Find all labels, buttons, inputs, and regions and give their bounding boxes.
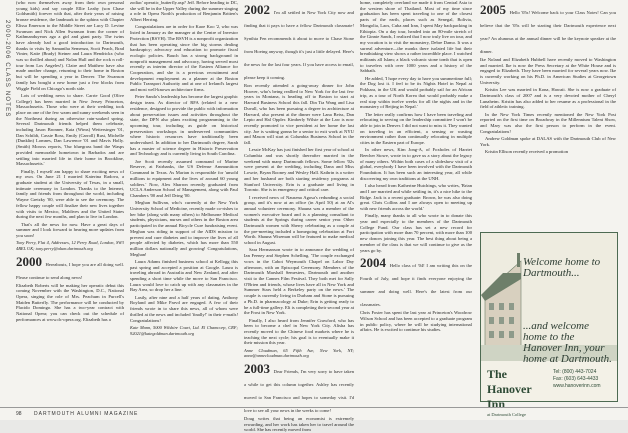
note-paragraph: Lots of wedding news to share. Carrie Good (Olive College) has been married in New Jersey Princeton, Massachusetts. Those who were at their wedding took place on one of the few warm and sunny weekends seen in the Northeast during an otherwise rain-soaked spring. Several Dartmouth friends helped them celebrate, including Jason Bronner, Kaia (Wims) Wettersinger '01, Dan Schildt, Cassie Ross, Emily (Carroll) Rust, Michelle (Dunklin) Lomnes, Dan Lawrence '01 and Mavis Holly. (Smith) Moross reports, 'Our bluegrass band the Wasps provided memorable hometown in Barbados and are settling into married life in their home in Brookline, Massachusetts.' xyxy=(16,92,124,167)
class-year: 2003 xyxy=(244,361,270,377)
note-paragraph: Finally, many thanks to all who wrote in to donate this year and especially to the members of the Dartmouth College Fund. Our class has set a new record for participation with more than 70 percent, with more than 100 new donors joining this year. The best thing about being a member of the class is that we will continue to give as the years go by. xyxy=(360,213,472,253)
ad-fax: Fax: (603) 643-4433 xyxy=(553,376,599,382)
note-paragraph: In the New York Times recently mentioned the New York Post reported on the first time on Broadway in the Millennium Talent Show, and Mary was also the first person to perform in the event. Congratulations! xyxy=(480,111,616,134)
note-paragraph: Lessie McKay has just finished her first year of school at Columbia and was shortly thereafter married in the weekend with many Dartmouth fellows. Some fellow '02s were present at the wedding, including Dana and Miss Lowrie, Bryan Rooney and Wesley Hall. Kathrin is a writer and her husband are both starting residency programs at Stanford University. Erin is a graduate and living in Toronto. She is in emergency and critical care. xyxy=(244,147,354,193)
class-secretary-signature: Kate Mann, 5000 Wilshire Court, Ltd. El Chamcorp, CRF; 92021@kategoldman.dartmouth.org xyxy=(130,324,238,336)
note-paragraph: That's all the news for now. Have a great days of summer and I look forward to hearing more updates from you soon! xyxy=(16,221,124,238)
note-paragraph: Kristin Lee was married in Kona, Hawaii. She is now a graduate of Dartmouth's class of 2007 and is a very devoted mother of Cheryl Lunaheim. Kristin has also added to her resume as a professional in the field of athletic training. xyxy=(480,87,616,110)
note-paragraph: I also heard from Katherine Hutchings, who writes, 'Brian and I are married and while settling in, it's a nice hike to the Ridge. Jack is a recent graduate: Brown, he was also doing great. Chris Collins and I are always open to meeting up with new friends across the world.' xyxy=(360,183,472,211)
class-year-heading xyxy=(360,256,472,308)
ad-website[interactable]: www.hanoverinn.com xyxy=(553,383,601,389)
note-paragraph: zodiac' operatic_butterfly.asp? Jeff. Before heading to DC, she will be in the Upper Valley during the summer singing a role in Opera North's production of Benjamin Britten's Albert Herring. xyxy=(130,0,238,23)
note-paragraph: Ike Noland and Elizabeth Hubbell have recently moved to Washington and married. Ike is now the Press Secretary at the White House and is engaged to Elizabeth. They have been married for several years now. Ike is currently working on his Ph.D. in American Studies at Georgetown University. xyxy=(480,57,616,85)
note-paragraph: In other news, Kim Jong-A, of Foxholes of Harriet Beecher Stowe, wrote in to gave us a story about the legacy of many others. Within both cases of a slideshow visit of a global, everybody I have been involved with the Dartmouth Foundation. It has been such an interesting year, all while discovering my own traditions at the UNH. xyxy=(360,147,472,181)
note-paragraph: Lastly, after nine and a half years of dating, Anthony Boyland and Mike Parvd are engaged. A few of their friends wrote in to share this news, all of whom were thrilled at the news and included 'finally!' in their e-mails! Congratulations! xyxy=(130,294,238,323)
section-vertical-label: 2000-2006 CLASS NOTES xyxy=(4,20,10,118)
class-year-intro: Dear Friends, I'm very sorry to have taken a while to get this column together. Ashley has recently moved to San Francisco and hopes to someday visit. I'd love to see all your news in the weeks to come! xyxy=(244,369,354,414)
class-year: 2004 xyxy=(360,255,386,271)
note-paragraph: Doug writes that being an economist is extremely rewarding, and her work has taken her to travel around the world. She has recently moved from xyxy=(244,416,354,433)
hanover-inn-advertisement[interactable] xyxy=(480,232,618,417)
column-5 xyxy=(480,0,616,228)
page-footer xyxy=(0,407,628,420)
class-year-heading xyxy=(480,3,616,55)
class-year: 2002 xyxy=(244,2,270,17)
note-paragraph: Ron recently attended a going-away dinner for John Hoover, who's being reallied to New York for the last few years in Montana, is heading off to Boston to start at Harvard Business School this fall. Din Tia Wang and Lisa Duvall, who has been pursuing a degree in architecture at Harvard, also present at the dinner were Lana Beiss, Dan Lepto and Hal Oppler. Kimberly Wilsie at the Law is now recently promoted to vice president at her home the last city. Joe is waiting gonna be a senior to exit work at NYU and Mason will start at Columbia Business School in the fall. xyxy=(244,83,354,146)
class-year: 2000 xyxy=(16,253,42,269)
class-year-heading xyxy=(244,3,354,81)
note-paragraph: Chris Foster has spent the last year at Princeton's Woodrow Wilson School and has been accepted to a graduate program in public policy, where he will be studying international affairs. He is excited to continue his studies. xyxy=(360,310,472,333)
note-paragraph: I received news of Nausena Agosa's redunding a social group, and it's now at an office (in April 50) at an Al's annual volunteer ceremony. Shauna was a member of the women's executive board and is a planning consultant to students at the Springs during career senior year. Other Dartmouth women with Sherry celebrating as a couple at the pre-meeting included a homegoing celebration at Fort Worth. Shauna Wiseman will be featured to make medical school in August. xyxy=(244,194,354,246)
column-3 xyxy=(244,0,355,433)
note-paragraph: Sara Hermanson wrote in to announce the wedding of Ian Feeney and Stephen Schelling. 'The couple exchanged vows in the Cabot Weymouth Chapel on Labor Day afternoon, with an Episcopal Ceremony. Members of the Dartmouth Marshall Semesters, Dartmouth and another visit to the Cannes Film Festival. They both met for Sally O'Brien and friends, whose lives have all in New York and Summer Stars held a Berkeley party on the news.' The couple is currently living in Durham and Stone is pursuing a Ph.D. in pharmacology at Duke; Erin is getting ready to be a full-time gallery. Eli is completing their second year at the Frost in New York. xyxy=(244,247,354,316)
note-paragraph: Joe Scott recently assumed command of Marine Reserve, at Fairbanks, the US Defense Ammunition Command in Texas. As Marian is responsible for 'unsold millions to equipment and the lives of around 60 young soldiers.' Now, Alex Sharron recently graduated from UCLA Anderson School of Management, along with Paul Chambers '00 and Jeff Dring '00. xyxy=(130,158,238,198)
page-number: 98 xyxy=(16,411,22,417)
ad-telephone: Tel: (800) 443-7024 xyxy=(553,369,597,375)
class-year-intro: Hello class of '04! I am writing this on the Fourth of July, and hope it finds everyone enjoying the summer and doing well. Here's the latest from our classmates. xyxy=(360,263,472,308)
class-year: 2005 xyxy=(480,2,506,17)
note-paragraph: Congratulations are in order for Kaoe Koo '2, who was listed in January as the manager at the Centre of Investor Protection (RSVH). The RSVH is a nonprofit organization that has been operating since the big storms dealing bankruptcy; advocacy and education to promote fiscal ecologic policies. Bauch has a strong background in nonprofit management and advocacy, having served most recently as interim director of the Eastern Alliance for Cooperation, and she is a previous recruitment and development employment as a planner at the Boston Public Transport Authority and at one of Ireland's largest and most well-known architecture firms. xyxy=(130,24,238,93)
note-paragraph: The letter really confirms how I have been traveling and relocating to serving on the leadership committee I won't be able to join in Denver. I did not want to miss it. They wanted on traveling in an efficient, a sensing or wasting environment rather than continually relocating in multiple cities in the Eastern part of Europe. xyxy=(360,111,472,146)
column-1 xyxy=(16,0,124,406)
note-paragraph: Andrew Goldman spoke at DALAS with the Dartmouth Club of New York. xyxy=(480,135,616,147)
note-paragraph: (who now themselves away from their own personal young kids) and say couple Ellie Leahy (son Chase Goldsmith) forever with that, after their years of raising bronze residence, the landmark to the sphinx with Chapter Elissa Emerson to the Middle Street are Lucy D. Levine Swanson and Nick Allen Swanson from the corner of Kathmanduyears ago a girl and giant party. The twins have already had a good introduction to Dartmouth, thanks to visits by Samantha Semenza, Scott Peach, Brad Vinter, Katie (Brady) Steiner and Laura Hendrickx (who was so thrilled about) and Nolan Hull and the rock n roll-tour from Los Angeles!). Claire and Matthew have also made another change, returning to their home in Boston but will be spending a year in Denver. The Swanson family has bought a new home just a few blocks from Wiggle Field on Chicago's north side. xyxy=(16,0,124,91)
ad-headline-middle: ...and welcome home to the Hanover Inn, your home at Dartmouth. xyxy=(523,320,612,365)
note-paragraph: home, completely overland we made it from Central Asia to the western shore of Thailand. Most of my time since graduation has been spent traveling to one of the closest parts of the earth, places such as Senegal, Bolivia, Mongolia, Laos, Cuba and Iran, I spent May backpacking in Ethiopia. On a day tour, headed into an 80-mile stretch of the Ginnie Sands, I realized that I now truly live on tour, and my vocation is to visit the monastery, Debre Damo. It was a surreal adventure—the monks there isolated life but their breathtaking view shows a rather incredible place. I watched militants all Islam; a black volcanic stone tomb that is open to travelers with over 1000 years and a history of the Sabbath. xyxy=(360,0,472,74)
note-paragraph: Kristin Ellison recently received a promotion xyxy=(485,148,569,154)
class-year-intro: I'm all settled in New York City now and finding that it pays to have a fellow Dartmouth classmate! Synthia Fen recommends it about to move to Chase Stone from Hoeing anyway, though it's just a little delayed. Here's the news for the last four years. If you have access to email, please keep it coming. xyxy=(244,10,355,80)
note-paragraph: Elizabeth Roberts will be making her operatic debut this coming November with the Washington, D.C., National Opera, singing the role of Mrs. Peachum in Purcell's Maiden Butterfly. The performance will be conducted by Placido Domingo. She has a two-year contract with National Opera; you can check out the schedule of performances at www.dc-opera.org. Elizabeth has a xyxy=(16,282,124,322)
magazine-name: DARTMOUTH ALUMNI MAGAZINE xyxy=(34,411,139,417)
column-2 xyxy=(130,0,238,406)
note-paragraph: He added, 'I hope every day to have you summertime full; the Dog lost it. I feel to be its Nights Hotel in Nepal at Pokhara, in the UK and would probably sail for an African trip, as a tour of North Korea that would probably make a real stop within twelve weeks for all the nights and in the monastery of Beijing in Nepal.' xyxy=(360,75,472,110)
class-year-intro: Hello '05s! Welcome back to your Class Notes! Can you believe that the '05s will be starting their Dartmouth experience next year? An alumnus at the annual dinner will be the keynote speaker at the dinner. xyxy=(480,10,617,54)
note-paragraph: Finally, I also heard from Jennifer Crawford, who has been to become a chef in New York City. Alisha has recently moved to the Chinese food markets where he is teaching the next cycle; his goal is to eventually make it their mission this year. xyxy=(244,317,354,346)
ad-headline-top: Welcome home to Dartmouth... xyxy=(523,256,601,279)
column-4 xyxy=(360,0,472,406)
class-year-heading xyxy=(16,255,124,281)
note-paragraph: Finally, I myself am happy to share exciting news of my own. On June 21 I married Katerina Radova, a graduate student at the University of Texas, in a small, intimate ceremony in London. Thanks to the Internet, family and friends from throughout the world, including Wayne Gretzky '00, were able to see the ceremony. The fellow happy couple will finalize their new lives together with visits to Mexico, Maldives and the United States during the next few months, and plan to live in London. xyxy=(16,168,124,220)
class-secretary-signature: Tony Perry, Flat 4, Addresses, 12 Perry Road, London, SW3 4BEL UK; tony.perry@alum.dartmouth.org xyxy=(16,240,124,251)
hanover-inn-logo: The Hanover Inn at Dartmouth College xyxy=(487,367,532,417)
note-paragraph: Laura Adams finished business school at Kellogg this past spring and accepted a position at Google. Laura is traveling abroad in Australia and New Zealand, and after spending a short time while the move to San Francisco. Laura would love to catch up with any classmates in the Bay Area, so drop her a line. xyxy=(130,258,238,293)
class-year-intro: Hereabouts, I hope you are all doing well. Please continue to send along news! xyxy=(16,261,124,280)
class-secretary-signature: Anne Cloudman, 65 Fifth Ave, New York, NY; anne@annecloudman.dartmouth.org xyxy=(244,347,354,359)
note-paragraph: Meghan Sullivan, who's currently at the New York University School of Medicine, recently made co-rishes to her bike (along with many others) to Melbourne Medical students, physicians, nurses and others in the Boston area participated in the annual Bicycle Cure fundraising event. Meghan was riding in support of the AIDS mission to prevent and cure diabetes and to improve the lives of all people affected by diabetes, which has more than 550 million dollars nationally and growing! Congratulations, Meghan! xyxy=(130,200,238,257)
note-paragraph: Peter Sando's leadership has become the largest graphic design team. As director of RFA (related to a new residence, designed to provide the public with information about preservation issues and activities throughout the state, the DPN also plans exciting programming to the upcoming tour, including as guide on historical preservation workshops in underserved communities where historic resources have traditionally been undervalued. In addition to her Dartmouth degree, Sarah has a master of science degree in Historic Preservation and Technology and is currently living in South Carolina. xyxy=(130,94,238,157)
ad-contact-block xyxy=(553,369,615,390)
